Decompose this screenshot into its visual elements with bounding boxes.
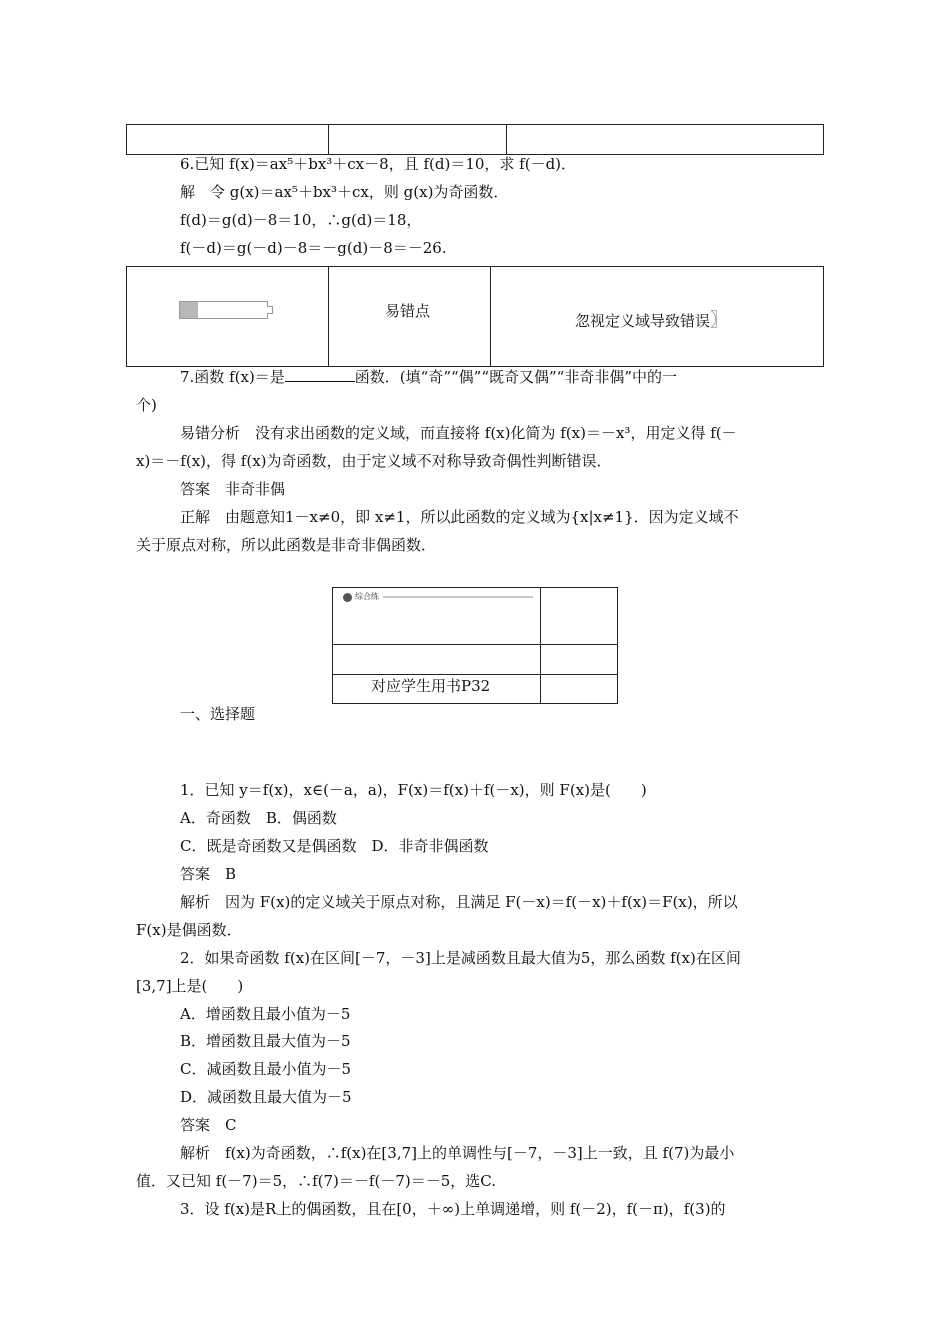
pitfall-title-text: 忽视定义域导致错误 xyxy=(575,312,711,330)
badge-icon xyxy=(343,593,352,602)
q1-options-cd: C．既是奇函数又是偶函数 D．非奇非偶函数 xyxy=(180,837,489,855)
q2-analysis-2: 值．又已知 f(－7)＝5，∴f(7)＝－f(－7)＝－5，选C. xyxy=(136,1172,496,1190)
q1-options-ab: A．奇函数 B．偶函数 xyxy=(180,809,337,827)
pitfall-title xyxy=(575,311,728,331)
bracket-icon: 〗 xyxy=(710,310,729,331)
problem-6-solution-2: f(d)＝g(d)－8＝10，∴g(d)＝18， xyxy=(180,211,422,229)
progress-bar-icon xyxy=(179,301,273,319)
problem-7-question-prefix: 7.函数 f(x)＝是 xyxy=(180,368,285,386)
q2-answer: 答案 C xyxy=(180,1116,237,1134)
practice-reference: 对应学生用书P32 xyxy=(371,677,491,695)
problem-7-correct-2: 关于原点对称，所以此函数是非奇非偶函数． xyxy=(136,536,437,554)
answer-blank xyxy=(285,367,355,382)
q1-analysis-2: F(x)是偶函数． xyxy=(136,921,242,939)
q2-option-b: B．增函数且最大值为－5 xyxy=(180,1032,351,1050)
section-title: 一、选择题 xyxy=(180,705,256,723)
problem-7-answer: 答案 非奇非偶 xyxy=(180,480,286,498)
practice-badge xyxy=(343,592,535,604)
problem-6-solution-3: f(－d)＝g(－d)－8＝－g(d)－8＝－26. xyxy=(180,239,447,257)
problem-7-question-suffix: 函数．(填“奇”“偶”“既奇又偶”“非奇非偶”中的一 xyxy=(354,368,677,386)
problem-7-analysis-1: 易错分析 没有求出函数的定义域，而直接将 f(x)化简为 f(x)＝－x³，用定义得 f(－ xyxy=(180,424,737,442)
q2-option-c: C．减函数且最小值为－5 xyxy=(180,1060,352,1078)
problem-7-analysis-2: x)＝－f(x)，得 f(x)为奇函数，由于定义域不对称导致奇偶性判断错误． xyxy=(136,452,612,470)
q1-answer: 答案 B xyxy=(180,865,237,883)
q3-stem-1: 3．设 f(x)是R上的偶函数，且在[0，＋∞)上单调递增，则 f(－2)，f(－π)，f(3)的 xyxy=(180,1200,726,1218)
pitfall-label: 易错点 xyxy=(385,302,431,320)
problem-6-solution-1: 解 令 g(x)＝ax⁵＋bx³＋cx，则 g(x)为奇函数． xyxy=(180,183,509,201)
practice-box xyxy=(332,587,618,704)
badge-text: 综合练 xyxy=(355,592,379,601)
problem-7-question xyxy=(180,367,677,387)
problem-7-question-line2: 个) xyxy=(136,396,157,414)
q2-option-a: A．增函数且最小值为－5 xyxy=(180,1005,351,1023)
problem-6-question: 6.已知 f(x)＝ax⁵＋bx³＋cx－8，且 f(d)＝10，求 f(－d)． xyxy=(180,155,577,173)
q1-analysis-1: 解析 因为 F(x)的定义域关于原点对称，且满足 F(－x)＝f(－x)＋f(x)＝F(x)，所以 xyxy=(180,893,738,911)
pitfall-box xyxy=(126,266,824,367)
problem-7-correct-1: 正解 由题意知1－x≠0，即 x≠1，所以此函数的定义域为{x|x≠1}．因为定义域不 xyxy=(180,508,739,526)
q2-option-d: D．减函数且最大值为－5 xyxy=(180,1088,352,1106)
q1-stem: 1．已知 y＝f(x)，x∈(－a，a)，F(x)＝f(x)＋f(－x)，则 F(x)是( ) xyxy=(180,781,647,799)
q2-stem-2: [3,7]上是( ) xyxy=(136,977,244,995)
top-empty-table xyxy=(126,124,824,155)
q2-stem-1: 2．如果奇函数 f(x)在区间[－7，－3]上是减函数且最大值为5，那么函数 f(x)在区间 xyxy=(180,949,741,967)
q2-analysis-1: 解析 f(x)为奇函数，∴f(x)在[3,7]上的单调性与[－7，－3]上一致，且 f(7)为最小 xyxy=(180,1144,735,1162)
badge-rule xyxy=(383,596,533,598)
